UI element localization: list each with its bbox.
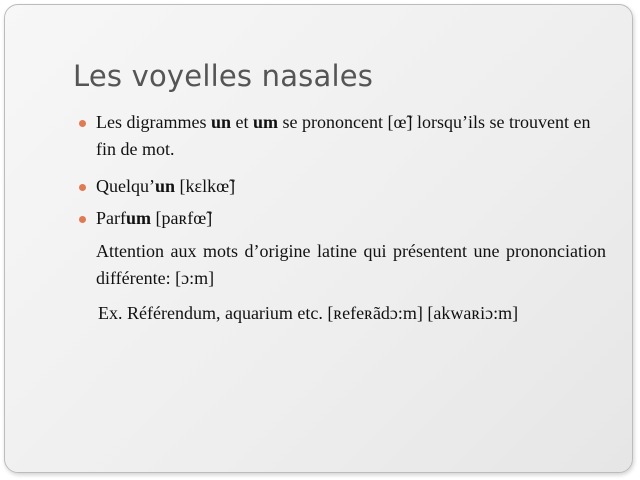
example-paragraph: Ex. Référendum, aquarium etc. [ʀefeʀãdɔ:m] [akwaʀiɔ:m] xyxy=(98,303,519,323)
bullet-text: Les digrammes xyxy=(96,112,211,132)
bullet-digrammes xyxy=(79,109,599,163)
bullet-text: Quelqu’ xyxy=(96,176,155,196)
bullet-text: se prononcent [œ̃] lorsqu’ils se trouvent en fin de mot. xyxy=(96,112,591,159)
bold-un: un xyxy=(210,112,232,132)
bold-um: um xyxy=(253,112,279,132)
bullet-dot xyxy=(79,120,86,127)
bullet-text: [paʀfœ̃] xyxy=(151,208,213,228)
bullet-parfum xyxy=(79,205,599,232)
bullet-quelquun xyxy=(79,173,599,200)
slide xyxy=(4,4,633,473)
bold-un: un xyxy=(154,176,176,196)
note-paragraph: Attention aux mots d’origine latine qui présentent une prononciation différente: [ɔ:m] xyxy=(96,241,606,288)
bullet-text: et xyxy=(231,112,254,132)
bullet-text: Parf xyxy=(96,208,126,228)
bullet-dot xyxy=(79,184,86,191)
bullet-dot xyxy=(79,216,86,223)
slide-title: Les voyelles nasales xyxy=(73,59,374,93)
bullet-text: [kɛlkœ̃] xyxy=(175,176,236,196)
bold-um: um xyxy=(126,208,152,228)
